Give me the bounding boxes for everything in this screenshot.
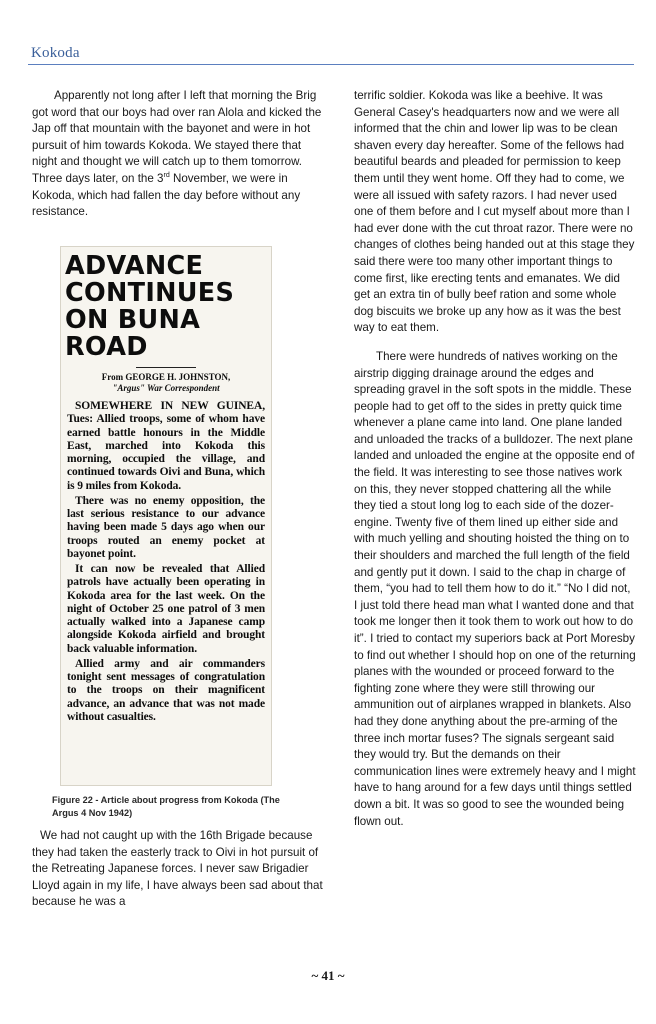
clipping-paragraph: There was no enemy opposition, the last serious resistance to our advance having been made 5 days ago when our troops routed an enemy pocket at bayonet point. <box>67 494 265 560</box>
body-paragraph: There were hundreds of natives working on the airstrip digging drainage around the edges and spreading gravel in the soft spots in the middle. These people had to get off to the sides in pretty quick time whenever a plane came into land. One plane landed and unloaded the tracks of a bulldozer. The next plane landed and unloaded the engine at the opposite end of the field. It was interesting to see those natives work on this, they never stopped chattering all the while they tied a stout long log to each side of the dozer-engine. Twenty five of them lined up either side and with much yelling and shouting hoisted the thing on to their shoulders and marched the full length of the field and gently put it down. I said to the chap in charge of them, “you had to tell them how to do it.” “No I did not, I just told there head man what I wanted done and that took me longer then it took them to work out how to do it”. I tried to contact my superiors back at Port Moresby to find out whether I should hop on one of the returning planes with the wounded or proceed forward to the fighting zone where they were still throwing our ammunition out of airplanes wrapped in blankets. Also had they done anything about the pre-arming of the three inch mortar fuses? The signals sergeant said they would try. But the demands on their communication lines were extremely heavy and I might have to hang around for a few days until things settled down a bit. It was so good to see the wounded being flown out. <box>354 349 636 828</box>
clipping-byline: From GEORGE H. JOHNSTON, <box>101 372 231 382</box>
clipping-divider <box>136 367 196 368</box>
newspaper-clipping-image <box>60 246 272 786</box>
figure-caption: Figure 22 - Article about progress from Kokoda (The Argus 4 Nov 1942) <box>52 795 280 818</box>
clipping-body <box>67 400 265 724</box>
page-number: ~ 41 ~ <box>311 968 345 983</box>
clipping-headline: ADVANCE CONTINUES ON BUNA ROAD <box>65 251 235 362</box>
right-column <box>354 88 636 830</box>
body-text: Apparently not long after I left that morning the Brig got word that our boys had over ran Alola and kicked the Jap off that mountain with the bayonet and were in hot pursuit of him towards Kokoda. We stayed there that night and thought we will catch up to them tomorrow. Three days later, on the 3 <box>32 89 322 185</box>
clipping-paragraph: SOMEWHERE IN NEW GUINEA, Tues: Allied troops, some of whom have earned battle honours in the Middle East, marched into Kokoda this morning, occupied the village, and continued towards Oivi and Buna, which is 9 miles from Kokoda. <box>67 400 265 492</box>
clipping-paragraph: It can now be revealed that Allied patrols have actually been operating in Kokoda area for the last week. On the night of October 25 one patrol of 3 men actually walked into a Japanese camp alongside Kokoda airfield and brought back valuable information. <box>67 563 265 655</box>
header-divider <box>28 64 634 65</box>
clipping-byline-role: "Argus" War Correspondent <box>112 383 220 393</box>
body-paragraph: terrific soldier. Kokoda was like a beehive. It was General Casey's headquarters now and we were all informed that the chin and lower lip was to be clean shaven every day hereafter. Some of the fellows had beautiful beards and pleaded for permission to keep them until they went home. Off they had to come, we were all issued with safety razors. I had never used one of them before and I cut myself about more than I had ever done with the cut throat razor. There were no changes of clothes being handed out at this stage they said there were too many other important things to come first, like erecting tents and emanates. We did get an extra tin of bully beef ration and some whole dog biscuits we broke up any how as it was the best way to eat them. <box>354 89 635 335</box>
body-paragraph: We had not caught up with the 16th Brigade because they had taken the easterly track to Oivi in hot pursuit of the Retreating Japanese forces. I never saw Brigadier Lloyd again in my life, I have always been sad about that because he was a <box>32 829 323 909</box>
running-header-title: Kokoda <box>31 45 80 61</box>
body-text: November, we were in Kokoda, which had fallen the day before without any resistance. <box>32 171 301 219</box>
body-paragraph <box>32 88 324 221</box>
left-column-lower <box>32 828 324 911</box>
ordinal-suffix: rd <box>163 172 170 180</box>
left-column <box>32 88 324 221</box>
clipping-paragraph: Allied army and air commanders tonight sent messages of congratulation to the troops on their magnificent advance, an advance that was not made without casualties. <box>67 657 265 723</box>
